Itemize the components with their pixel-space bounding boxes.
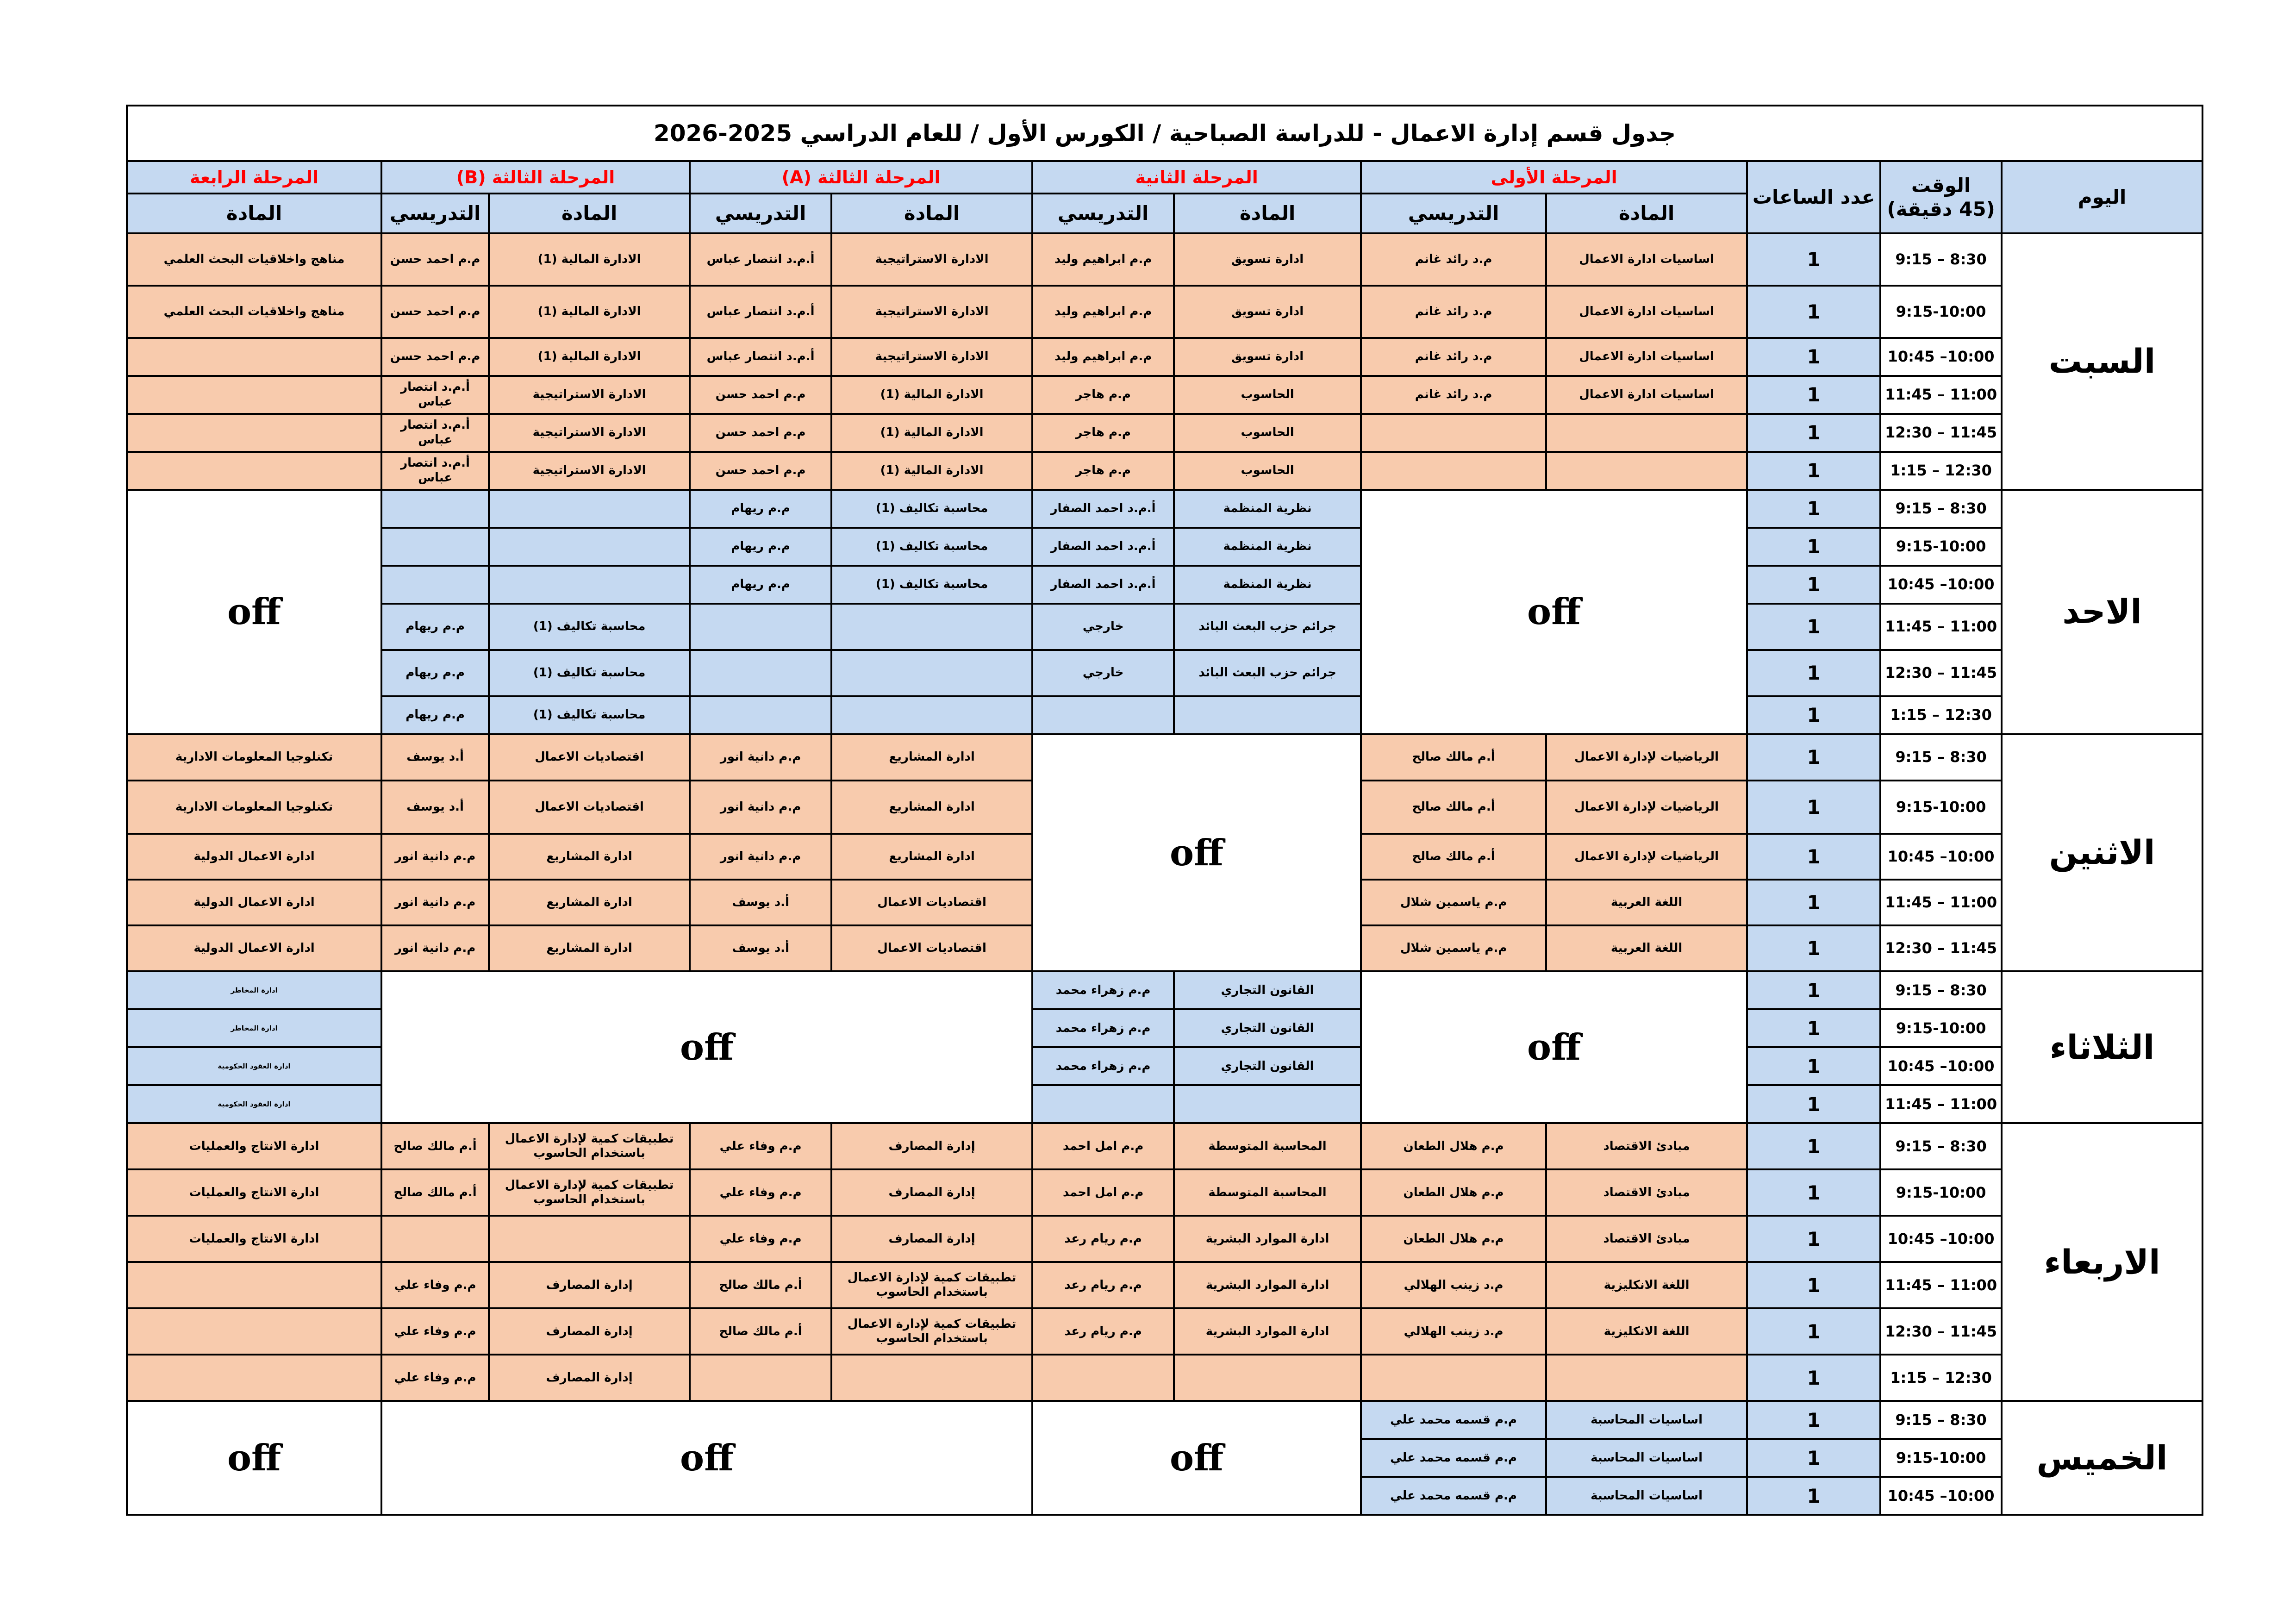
- teacher-cell: م.م وفاء علي: [690, 1123, 831, 1169]
- subject-cell: إدارة المصارف: [489, 1308, 690, 1355]
- subject-cell: اقتصاديات الاعمال: [831, 880, 1032, 925]
- hours-cell: 1: [1747, 376, 1880, 414]
- subject-cell: [127, 376, 381, 414]
- teacher-cell: م.م احمد حسن: [381, 286, 489, 338]
- hours-cell: 1: [1747, 604, 1880, 650]
- hours-cell: 1: [1747, 1047, 1880, 1085]
- subject-cell: اساسيات ادارة الاعمال: [1546, 338, 1747, 376]
- teacher-cell: [1361, 452, 1546, 490]
- time-slot: 12:30 – 1:15: [1880, 1355, 2002, 1401]
- subject-cell: تطبيقات كمية لإدارة الاعمال باستخدام الحاسوب: [489, 1169, 690, 1216]
- teacher-cell: م.م ريهام: [690, 566, 831, 604]
- teacher-cell: [381, 566, 489, 604]
- subject-cell: مبادئ الاقتصاد: [1546, 1216, 1747, 1262]
- hours-cell: 1: [1747, 286, 1880, 338]
- teacher-cell: م.م دانية انور: [381, 834, 489, 880]
- subject-cell: مناهج واخلاقيات البحث العلمي: [127, 286, 381, 338]
- subject-cell: ادارة المشاريع: [489, 880, 690, 925]
- hours-cell: 1: [1747, 1216, 1880, 1262]
- hours-cell: 1: [1747, 452, 1880, 490]
- teacher-cell: أ.م.د انتصار عباس: [690, 286, 831, 338]
- subject-cell: اللغة العربية: [1546, 880, 1747, 925]
- teacher-cell: م.م هاجر: [1032, 452, 1174, 490]
- hours-cell: 1: [1747, 925, 1880, 971]
- teacher-cell: أ.م.د انتصار عباس: [381, 452, 489, 490]
- teacher-cell: [1032, 1085, 1174, 1123]
- page-title: جدول قسم إدارة الاعمال - للدراسة الصباحية / الكورس الأول / للعام الدراسي 2025-2026: [127, 106, 2202, 161]
- teacher-cell: م.م وفاء علي: [690, 1169, 831, 1216]
- teacher-cell: أ.م مالك صالح: [1361, 781, 1546, 834]
- teacher-cell: م.م وفاء علي: [381, 1308, 489, 1355]
- teacher-cell: م.م وفاء علي: [381, 1262, 489, 1308]
- teacher-cell: م.د رائد غانم: [1361, 286, 1546, 338]
- subject-cell: ادارة الاعمال الدولية: [127, 834, 381, 880]
- time-slot: 11:45 – 12:30: [1880, 1308, 2002, 1355]
- time-slot: 11:45 – 12:30: [1880, 650, 2002, 696]
- teacher-cell: [381, 1216, 489, 1262]
- teacher-cell: خارجي: [1032, 604, 1174, 650]
- teacher-cell: م.م زهراء محمد: [1032, 1047, 1174, 1085]
- teacher-cell: [1361, 1355, 1546, 1401]
- time-slot: 12:30 – 1:15: [1880, 452, 2002, 490]
- teacher-cell: م.م ريهام: [381, 650, 489, 696]
- off-block: off: [127, 1401, 381, 1515]
- teacher-cell: أ.د يوسف: [381, 734, 489, 781]
- subject-cell: اساسيات المحاسبة: [1546, 1401, 1747, 1439]
- subject-cell: نظرية المنظمة: [1174, 566, 1361, 604]
- off-block: off: [1361, 971, 1747, 1123]
- teacher-cell: م.م دانية انور: [381, 925, 489, 971]
- subject-header: المادة: [1174, 194, 1361, 233]
- stage4-header: المرحلة الرابعة: [127, 161, 381, 194]
- subject-cell: الرياضيات لإدارة الاعمال: [1546, 781, 1747, 834]
- time-slot: 9:15-10:00: [1880, 1009, 2002, 1047]
- teacher-cell: [381, 528, 489, 566]
- hours-cell: 1: [1747, 1439, 1880, 1477]
- hours-cell: 1: [1747, 880, 1880, 925]
- time-slot: 10:00– 10:45: [1880, 1047, 2002, 1085]
- subject-cell: اقتصاديات الاعمال: [489, 781, 690, 834]
- day-label: الثلاثاء: [2002, 971, 2202, 1123]
- subject-cell: اللغة الانكليزية: [1546, 1308, 1747, 1355]
- time-slot: 10:00– 10:45: [1880, 834, 2002, 880]
- subject-cell: اللغة العربية: [1546, 925, 1747, 971]
- subject-cell: اساسيات ادارة الاعمال: [1546, 376, 1747, 414]
- subject-cell: اساسيات ادارة الاعمال: [1546, 233, 1747, 286]
- subject-cell: الادارة الاستراتيجية: [489, 376, 690, 414]
- teacher-cell: [1032, 1355, 1174, 1401]
- subject-cell: ادارة العقود الحكومية: [127, 1047, 381, 1085]
- subject-cell: تطبيقات كمية لإدارة الاعمال باستخدام الحاسوب: [831, 1308, 1032, 1355]
- subject-cell: ادارة الموارد البشرية: [1174, 1262, 1361, 1308]
- teacher-cell: م.م زهراء محمد: [1032, 971, 1174, 1009]
- teacher-cell: م.م هلال الطعان: [1361, 1123, 1546, 1169]
- subject-cell: [127, 1262, 381, 1308]
- teacher-cell: م.م ابراهيم وليد: [1032, 233, 1174, 286]
- subject-cell: ادارة المشاريع: [831, 834, 1032, 880]
- teacher-cell: أ.د يوسف: [690, 925, 831, 971]
- teacher-cell: م.م هلال الطعان: [1361, 1216, 1546, 1262]
- teacher-cell: م.م ريهام: [381, 604, 489, 650]
- day-header: اليوم: [2002, 161, 2202, 233]
- teacher-cell: م.د رائد غانم: [1361, 338, 1546, 376]
- hours-cell: 1: [1747, 566, 1880, 604]
- subject-cell: [1174, 1085, 1361, 1123]
- time-slot: 11:45 – 12:30: [1880, 414, 2002, 452]
- subject-header: المادة: [1546, 194, 1747, 233]
- time-slot: 11:00 – 11:45: [1880, 1262, 2002, 1308]
- subject-cell: ادارة المشاريع: [489, 834, 690, 880]
- subject-cell: محاسبة تكاليف (1): [489, 696, 690, 734]
- subject-cell: الادارة الاستراتيجية: [831, 233, 1032, 286]
- subject-cell: [127, 1308, 381, 1355]
- subject-cell: القانون التجاري: [1174, 1047, 1361, 1085]
- teacher-cell: م.م دانية انور: [690, 834, 831, 880]
- subject-cell: إدارة المصارف: [489, 1262, 690, 1308]
- teacher-cell: م.م ريهام: [690, 528, 831, 566]
- subject-cell: تكنلوجيا المعلومات الادارية: [127, 781, 381, 834]
- hours-cell: 1: [1747, 233, 1880, 286]
- teacher-cell: م.م وفاء علي: [690, 1216, 831, 1262]
- subject-cell: اقتصاديات الاعمال: [831, 925, 1032, 971]
- subject-cell: ادارة الاعمال الدولية: [127, 880, 381, 925]
- teacher-cell: م.م احمد حسن: [690, 452, 831, 490]
- hours-cell: 1: [1747, 1401, 1880, 1439]
- time-slot: 8:30 – 9:15: [1880, 734, 2002, 781]
- subject-cell: الادارة الاستراتيجية: [489, 414, 690, 452]
- subject-cell: الادارة المالية (1): [831, 414, 1032, 452]
- stage1-header: المرحلة الأولى: [1361, 161, 1747, 194]
- teacher-cell: م.م امل احمد: [1032, 1123, 1174, 1169]
- off-block: off: [127, 490, 381, 734]
- teacher-cell: [690, 650, 831, 696]
- subject-cell: ادارة تسويق: [1174, 233, 1361, 286]
- subject-cell: ادارة المشاريع: [831, 734, 1032, 781]
- hours-cell: 1: [1747, 1085, 1880, 1123]
- subject-cell: ادارة الانتاج والعمليات: [127, 1216, 381, 1262]
- subject-cell: [1174, 696, 1361, 734]
- subject-header: المادة: [831, 194, 1032, 233]
- time-slot: 9:15-10:00: [1880, 286, 2002, 338]
- hours-cell: 1: [1747, 414, 1880, 452]
- teacher-cell: م.م احمد حسن: [381, 233, 489, 286]
- teacher-cell: م.م وفاء علي: [381, 1355, 489, 1401]
- subject-cell: تطبيقات كمية لإدارة الاعمال باستخدام الحاسوب: [489, 1123, 690, 1169]
- teacher-cell: م.م هلال الطعان: [1361, 1169, 1546, 1216]
- subject-cell: [489, 528, 690, 566]
- teacher-header: التدريسي: [1361, 194, 1546, 233]
- time-slot: 11:00 – 11:45: [1880, 604, 2002, 650]
- subject-header: المادة: [489, 194, 690, 233]
- subject-cell: [489, 490, 690, 528]
- subject-cell: الرياضيات لإدارة الاعمال: [1546, 734, 1747, 781]
- time-slot: 11:45 – 12:30: [1880, 925, 2002, 971]
- teacher-cell: أ.م مالك صالح: [690, 1308, 831, 1355]
- teacher-cell: م.م دانية انور: [381, 880, 489, 925]
- teacher-cell: [381, 490, 489, 528]
- hours-cell: 1: [1747, 650, 1880, 696]
- subject-cell: مبادئ الاقتصاد: [1546, 1123, 1747, 1169]
- teacher-cell: م.م قسمه محمد علي: [1361, 1477, 1546, 1515]
- time-slot: 8:30 – 9:15: [1880, 1401, 2002, 1439]
- subject-cell: ادارة المخاطر: [127, 1009, 381, 1047]
- teacher-cell: أ.م مالك صالح: [1361, 734, 1546, 781]
- subject-cell: الحاسوب: [1174, 376, 1361, 414]
- subject-cell: [1546, 414, 1747, 452]
- subject-cell: القانون التجاري: [1174, 971, 1361, 1009]
- subject-cell: [127, 452, 381, 490]
- teacher-cell: [690, 604, 831, 650]
- teacher-header: التدريسي: [1032, 194, 1174, 233]
- hours-cell: 1: [1747, 971, 1880, 1009]
- off-block: off: [381, 1401, 1032, 1515]
- subject-cell: [127, 1355, 381, 1401]
- subject-cell: محاسبة تكاليف (1): [489, 650, 690, 696]
- subject-cell: محاسبة تكاليف (1): [831, 528, 1032, 566]
- day-label: الاحد: [2002, 490, 2202, 734]
- subject-cell: اقتصاديات الاعمال: [489, 734, 690, 781]
- teacher-cell: أ.م.د احمد الصفار: [1032, 528, 1174, 566]
- teacher-cell: أ.م.د انتصار عباس: [690, 338, 831, 376]
- hours-cell: 1: [1747, 781, 1880, 834]
- subject-cell: نظرية المنظمة: [1174, 490, 1361, 528]
- teacher-cell: م.م قسمه محمد علي: [1361, 1401, 1546, 1439]
- subject-cell: محاسبة تكاليف (1): [831, 566, 1032, 604]
- subject-cell: [127, 338, 381, 376]
- subject-cell: ادارة الانتاج والعمليات: [127, 1123, 381, 1169]
- teacher-cell: أ.د يوسف: [381, 781, 489, 834]
- subject-cell: ادارة الانتاج والعمليات: [127, 1169, 381, 1216]
- time-slot: 10:00– 10:45: [1880, 566, 2002, 604]
- subject-cell: [831, 1355, 1032, 1401]
- subject-cell: ادارة العقود الحكومية: [127, 1085, 381, 1123]
- stage2-header: المرحلة الثانية: [1032, 161, 1361, 194]
- teacher-cell: [1032, 696, 1174, 734]
- teacher-cell: م.د زينب الهلالي: [1361, 1262, 1546, 1308]
- teacher-cell: م.م ياسمين شلال: [1361, 925, 1546, 971]
- subject-cell: الحاسوب: [1174, 452, 1361, 490]
- subject-cell: الادارة المالية (1): [489, 338, 690, 376]
- teacher-cell: م.م احمد حسن: [690, 376, 831, 414]
- teacher-cell: م.م دانية انور: [690, 734, 831, 781]
- hours-cell: 1: [1747, 834, 1880, 880]
- hours-cell: 1: [1747, 1123, 1880, 1169]
- time-header: الوقت (45 دقيقة): [1880, 161, 2002, 233]
- hours-cell: 1: [1747, 490, 1880, 528]
- teacher-cell: م.م دانية انور: [690, 781, 831, 834]
- hours-cell: 1: [1747, 1262, 1880, 1308]
- subject-cell: [489, 566, 690, 604]
- stage3b-header: المرحلة الثالثة (B): [381, 161, 690, 194]
- time-slot: 11:00 – 11:45: [1880, 1085, 2002, 1123]
- subject-cell: [1546, 452, 1747, 490]
- teacher-cell: أ.م.د احمد الصفار: [1032, 490, 1174, 528]
- hours-header: عدد الساعات: [1747, 161, 1880, 233]
- subject-cell: محاسبة تكاليف (1): [831, 490, 1032, 528]
- subject-cell: تكنلوجيا المعلومات الادارية: [127, 734, 381, 781]
- day-label: الاثنين: [2002, 734, 2202, 971]
- hours-cell: 1: [1747, 1308, 1880, 1355]
- subject-cell: اساسيات المحاسبة: [1546, 1477, 1747, 1515]
- stage3a-header: المرحلة الثالثة (A): [690, 161, 1032, 194]
- teacher-header: التدريسي: [381, 194, 489, 233]
- subject-cell: اساسيات المحاسبة: [1546, 1439, 1747, 1477]
- teacher-cell: م.م ريام رعد: [1032, 1308, 1174, 1355]
- teacher-cell: أ.م مالك صالح: [381, 1123, 489, 1169]
- subject-cell: [127, 414, 381, 452]
- teacher-cell: أ.م.د انتصار عباس: [690, 233, 831, 286]
- subject-cell: [489, 1216, 690, 1262]
- subject-cell: الادارة المالية (1): [831, 452, 1032, 490]
- subject-cell: المحاسبة المتوسطة: [1174, 1123, 1361, 1169]
- subject-cell: ادارة الموارد البشرية: [1174, 1216, 1361, 1262]
- subject-cell: إدارة المصارف: [831, 1123, 1032, 1169]
- subject-cell: [1174, 1355, 1361, 1401]
- time-slot: 9:15-10:00: [1880, 528, 2002, 566]
- subject-cell: محاسبة تكاليف (1): [489, 604, 690, 650]
- subject-cell: إدارة المصارف: [831, 1169, 1032, 1216]
- hours-cell: 1: [1747, 1009, 1880, 1047]
- time-slot: 9:15-10:00: [1880, 1439, 2002, 1477]
- time-slot: 9:15-10:00: [1880, 1169, 2002, 1216]
- subject-cell: المحاسبة المتوسطة: [1174, 1169, 1361, 1216]
- subject-cell: إدارة المصارف: [831, 1216, 1032, 1262]
- teacher-cell: م.م امل احمد: [1032, 1169, 1174, 1216]
- teacher-cell: م.د زينب الهلالي: [1361, 1308, 1546, 1355]
- subject-cell: الادارة الاستراتيجية: [831, 338, 1032, 376]
- teacher-cell: [1361, 414, 1546, 452]
- time-slot: 10:00– 10:45: [1880, 1477, 2002, 1515]
- teacher-cell: م.م ابراهيم وليد: [1032, 286, 1174, 338]
- teacher-cell: م.م ريهام: [690, 490, 831, 528]
- teacher-cell: أ.م مالك صالح: [381, 1169, 489, 1216]
- time-slot: 8:30 – 9:15: [1880, 971, 2002, 1009]
- subject-cell: مبادئ الاقتصاد: [1546, 1169, 1747, 1216]
- subject-cell: جرائم حزب البعث البائد: [1174, 604, 1361, 650]
- time-slot: 10:00– 10:45: [1880, 1216, 2002, 1262]
- teacher-cell: خارجي: [1032, 650, 1174, 696]
- day-label: الاربعاء: [2002, 1123, 2202, 1401]
- day-label: السبت: [2002, 233, 2202, 490]
- teacher-cell: م.م هاجر: [1032, 376, 1174, 414]
- teacher-header: التدريسي: [690, 194, 831, 233]
- subject-cell: الرياضيات لإدارة الاعمال: [1546, 834, 1747, 880]
- subject-cell: جرائم حزب البعث البائد: [1174, 650, 1361, 696]
- hours-cell: 1: [1747, 1355, 1880, 1401]
- subject-cell: اساسيات ادارة الاعمال: [1546, 286, 1747, 338]
- teacher-cell: أ.م.د انتصار عباس: [381, 376, 489, 414]
- subject-header: المادة: [127, 194, 381, 233]
- teacher-cell: م.م قسمه محمد علي: [1361, 1439, 1546, 1477]
- time-slot: 8:30 – 9:15: [1880, 490, 2002, 528]
- teacher-cell: أ.م.د احمد الصفار: [1032, 566, 1174, 604]
- teacher-cell: م.د رائد غانم: [1361, 376, 1546, 414]
- time-slot: 10:00– 10:45: [1880, 338, 2002, 376]
- teacher-cell: أ.م مالك صالح: [690, 1262, 831, 1308]
- schedule-table: [126, 105, 2203, 1516]
- subject-cell: ادارة تسويق: [1174, 338, 1361, 376]
- hours-cell: 1: [1747, 1477, 1880, 1515]
- subject-cell: مناهج واخلاقيات البحث العلمي: [127, 233, 381, 286]
- subject-cell: ادارة تسويق: [1174, 286, 1361, 338]
- teacher-cell: م.م ياسمين شلال: [1361, 880, 1546, 925]
- subject-cell: الادارة المالية (1): [489, 286, 690, 338]
- hours-cell: 1: [1747, 528, 1880, 566]
- schedule-sheet: [126, 105, 2202, 1507]
- teacher-cell: أ.م مالك صالح: [1361, 834, 1546, 880]
- subject-cell: [831, 696, 1032, 734]
- subject-cell: القانون التجاري: [1174, 1009, 1361, 1047]
- teacher-cell: أ.د يوسف: [690, 880, 831, 925]
- teacher-cell: أ.م.د انتصار عباس: [381, 414, 489, 452]
- teacher-cell: م.م ريام رعد: [1032, 1216, 1174, 1262]
- hours-cell: 1: [1747, 696, 1880, 734]
- subject-cell: الادارة المالية (1): [831, 376, 1032, 414]
- day-label: الخميس: [2002, 1401, 2202, 1515]
- teacher-cell: م.د رائد غانم: [1361, 233, 1546, 286]
- time-slot: 8:30 – 9:15: [1880, 1123, 2002, 1169]
- teacher-cell: م.م احمد حسن: [381, 338, 489, 376]
- off-block: off: [1032, 734, 1361, 971]
- teacher-cell: [690, 696, 831, 734]
- subject-cell: الادارة الاستراتيجية: [489, 452, 690, 490]
- time-slot: 11:00 – 11:45: [1880, 880, 2002, 925]
- off-block: off: [1361, 490, 1747, 734]
- hours-cell: 1: [1747, 734, 1880, 781]
- subject-cell: [831, 650, 1032, 696]
- hours-cell: 1: [1747, 1169, 1880, 1216]
- subject-cell: إدارة المصارف: [489, 1355, 690, 1401]
- hours-cell: 1: [1747, 338, 1880, 376]
- teacher-cell: م.م ابراهيم وليد: [1032, 338, 1174, 376]
- subject-cell: ادارة الاعمال الدولية: [127, 925, 381, 971]
- subject-cell: ادارة المشاريع: [831, 781, 1032, 834]
- subject-cell: ادارة الموارد البشرية: [1174, 1308, 1361, 1355]
- time-slot: 9:15-10:00: [1880, 781, 2002, 834]
- time-slot: 11:00 – 11:45: [1880, 376, 2002, 414]
- off-block: off: [381, 971, 1032, 1123]
- subject-cell: اللغة الانكليزية: [1546, 1262, 1747, 1308]
- teacher-cell: م.م زهراء محمد: [1032, 1009, 1174, 1047]
- subject-cell: [1546, 1355, 1747, 1401]
- time-slot: 12:30 – 1:15: [1880, 696, 2002, 734]
- subject-cell: الادارة المالية (1): [489, 233, 690, 286]
- teacher-cell: م.م هاجر: [1032, 414, 1174, 452]
- subject-cell: الادارة الاستراتيجية: [831, 286, 1032, 338]
- subject-cell: الحاسوب: [1174, 414, 1361, 452]
- subject-cell: تطبيقات كمية لإدارة الاعمال باستخدام الحاسوب: [831, 1262, 1032, 1308]
- off-block: off: [1032, 1401, 1361, 1515]
- teacher-cell: م.م ريهام: [381, 696, 489, 734]
- subject-cell: [831, 604, 1032, 650]
- teacher-cell: م.م احمد حسن: [690, 414, 831, 452]
- teacher-cell: [690, 1355, 831, 1401]
- time-slot: 8:30 – 9:15: [1880, 233, 2002, 286]
- subject-cell: ادارة المخاطر: [127, 971, 381, 1009]
- teacher-cell: م.م ريام رعد: [1032, 1262, 1174, 1308]
- subject-cell: ادارة المشاريع: [489, 925, 690, 971]
- subject-cell: نظرية المنظمة: [1174, 528, 1361, 566]
